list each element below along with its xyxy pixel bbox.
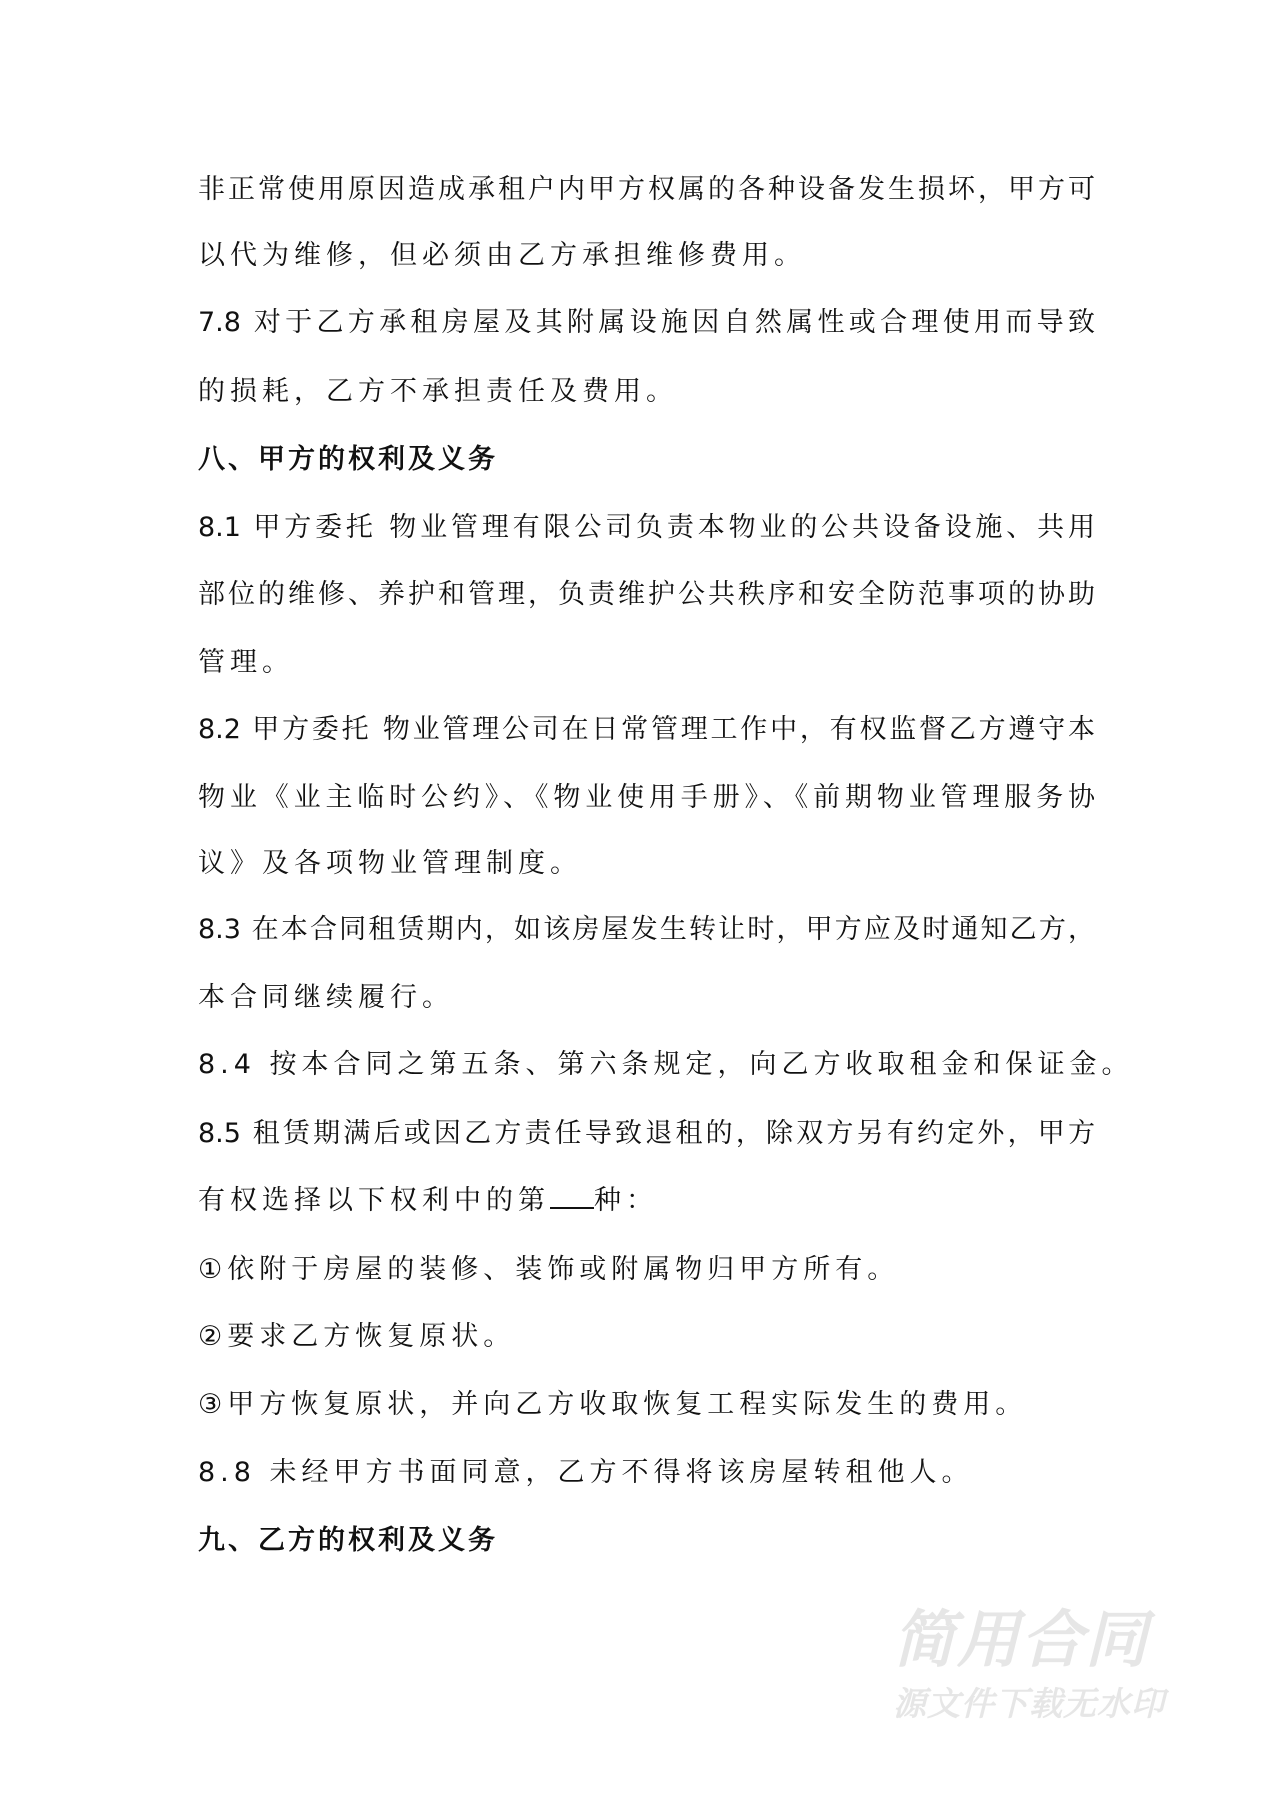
line-text: 九、乙方的权利及义务 [198,1525,498,1556]
line-text: 8.1 甲方委托 物业管理有限公司负责本物业的公共设备设施、共用 [198,512,1095,543]
line-text: 部位的维修、养护和管理，负责维护公共秩序和安全防范事项的协助 [198,579,1095,610]
line-text: 8.3 在本合同租赁期内，如该房屋发生转让时，甲方应及时通知乙方， [198,914,1095,945]
line-text: 8.5 租赁期满后或因乙方责任导致退租的，除双方另有约定外，甲方 [198,1118,1095,1149]
paragraph-line [198,1317,515,1357]
line-text: 8.8 未经甲方书面同意，乙方不得将该房屋转租他人。 [198,1457,974,1488]
line-text: 8.4 按本合同之第五条、第六条规定，向乙方收取租金和保证金。 [198,1049,1134,1080]
paragraph-line [198,1385,1027,1425]
line-suffix: 种： [594,1185,658,1216]
fill-in-blank[interactable] [550,1181,594,1209]
line-text: 本合同继续履行。 [198,982,454,1013]
section-heading [198,1521,498,1561]
line-text: 非正常使用原因造成承租户内甲方权属的各种设备发生损坏，甲方可 [198,174,1095,205]
paragraph-line [198,170,1095,210]
paragraph-line [198,508,1095,548]
paragraph-line [198,575,1095,615]
paragraph-line [198,910,1095,950]
paragraph-line [198,1045,1134,1085]
line-text: 7.8 对于乙方承租房屋及其附属设施因自然属性或合理使用而导致 [198,307,1095,338]
paragraph-line [198,1250,899,1290]
paragraph-line [198,778,1095,818]
line-text: 议》及各项物业管理制度。 [198,848,582,879]
watermark-title: 简用合同 [893,1603,1150,1676]
paragraph-line [198,1114,1095,1154]
line-text: 物业《业主临时公约》、《物业使用手册》、《前期物业管理服务协 [198,782,1095,813]
line-text: 8.2 甲方委托 物业管理公司在日常管理工作中，有权监督乙方遵守本 [198,714,1095,745]
line-text: ②要求乙方恢复原状。 [198,1321,516,1352]
paragraph-line [198,1181,658,1221]
line-text: 管理。 [198,647,294,678]
paragraph-line [198,303,1095,343]
paragraph-line [198,643,294,683]
paragraph-line [198,1453,974,1493]
section-heading [198,440,498,480]
line-text: ③甲方恢复原状，并向乙方收取恢复工程实际发生的费用。 [198,1389,1028,1420]
line-text: 八、甲方的权利及义务 [198,444,498,475]
paragraph-line [198,710,1095,750]
paragraph-line [198,978,454,1018]
line-text: ①依附于房屋的装修、装饰或附属物归甲方所有。 [198,1254,900,1285]
paragraph-line [198,236,806,276]
watermark-subtitle: 源文件下载无水印 [893,1684,1165,1723]
line-text: 以代为维修，但必须由乙方承担维修费用。 [198,240,806,271]
line-text: 的损耗，乙方不承担责任及费用。 [198,376,678,407]
line-text: 有权选择以下权利中的第 [198,1185,550,1216]
paragraph-line [198,372,678,412]
paragraph-line [198,844,582,884]
